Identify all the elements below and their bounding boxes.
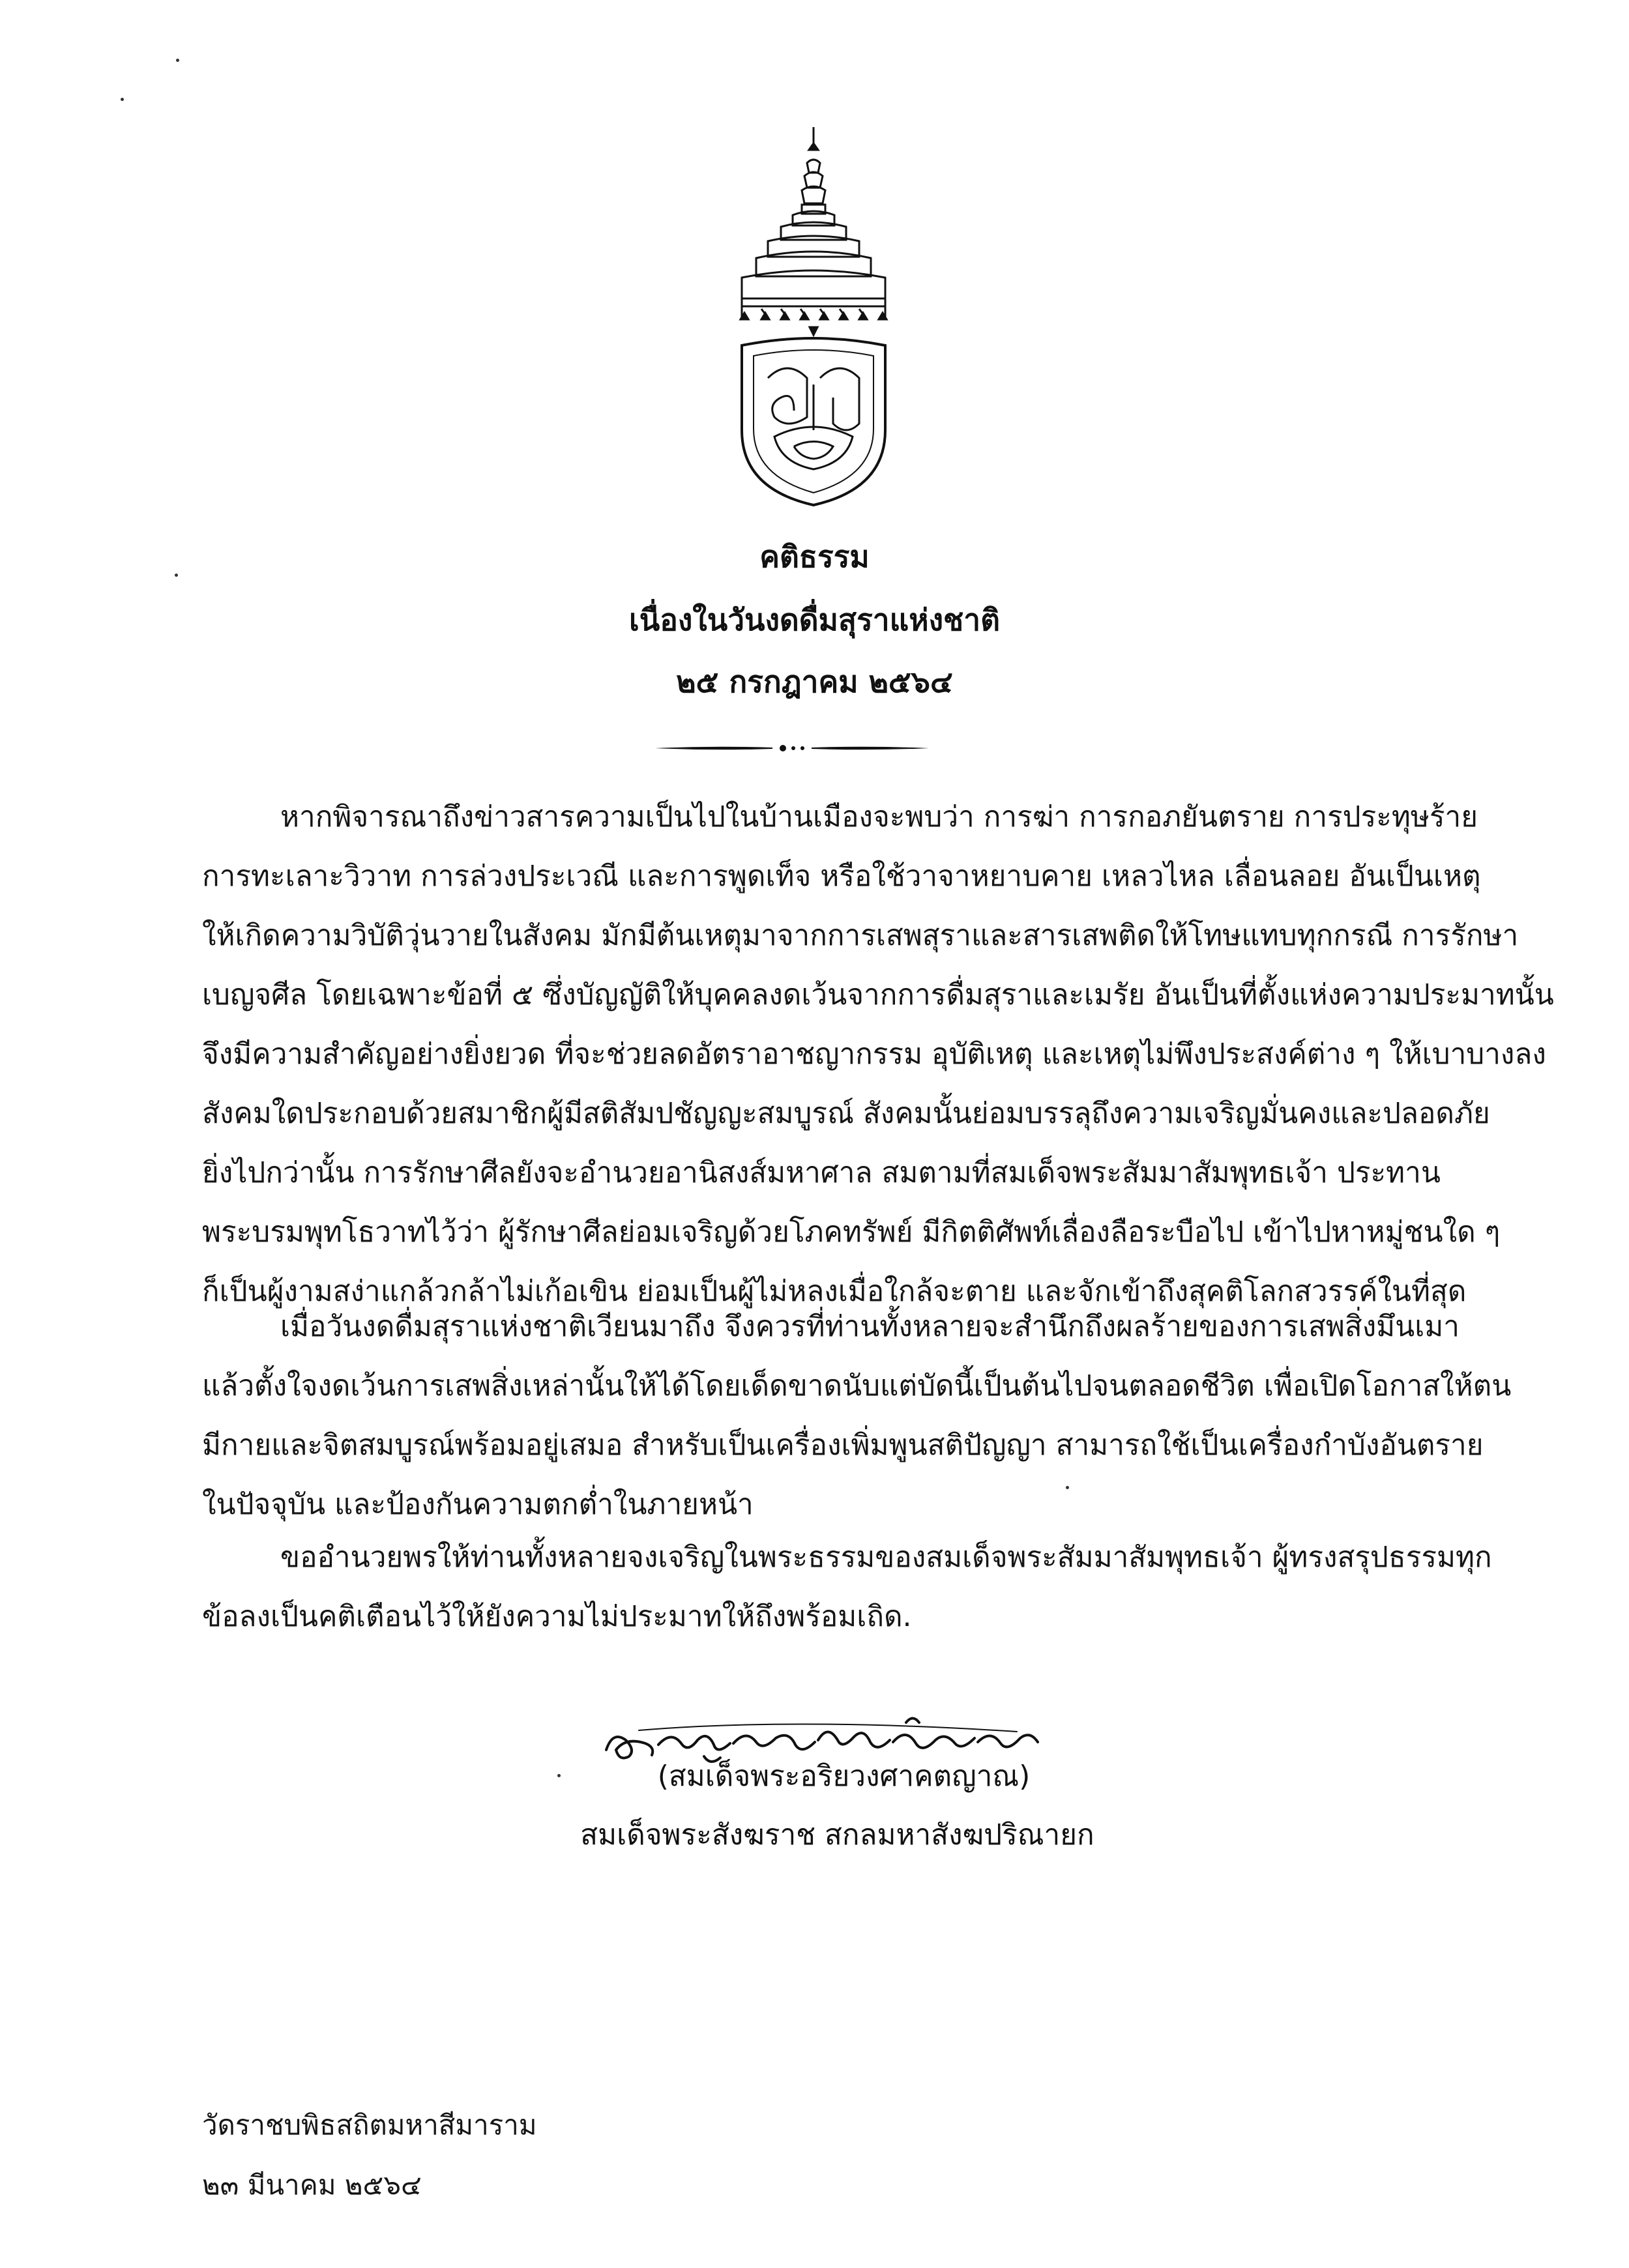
paragraph-line: พระบรมพุทโธวาทไว้ว่า ผู้รักษาศีลย่อมเจริญด้วยโภคทรัพย์ มีกิตติศัพท์เลื่องลือระบือไป เข้าไปหาหมู่ชนใด ๆ	[202, 1215, 1501, 1249]
paragraph-line: เบญจศีล โดยเฉพาะข้อที่ ๕ ซึ่งบัญญัติให้บุคคลงดเว้นจากการดื่มสุราและเมรัย อันเป็นที่ตั้งแห่งความประมาทนั้น	[202, 978, 1554, 1011]
paragraph-3	[202, 1528, 1492, 1646]
scan-speck	[121, 98, 124, 101]
paragraph-1	[202, 787, 1554, 1321]
footer-place: วัดราชบพิธสถิตมหาสีมาราม	[202, 2109, 537, 2141]
paragraph-line: จึงมีความสำคัญอย่างยิ่งยวด ที่จะช่วยลดอัตราอาชญากรรม อุบัติเหตุ และเหตุไม่พึงประสงค์ต่าง ๆ ให้เบาบางลง	[202, 1038, 1546, 1071]
document-subtitle: เนื่องในวันงดดื่มสุราแห่งชาติ	[629, 602, 1000, 637]
paragraph-2	[202, 1297, 1512, 1534]
paragraph-line: มีกายและจิตสมบูรณ์พร้อมอยู่เสมอ สำหรับเป็นเครื่องเพิ่มพูนสติปัญญา สามารถใช้เป็นเครื่องกำบังอันตราย	[202, 1429, 1484, 1462]
paragraph-line: ก็เป็นผู้งามสง่าแกล้วกล้าไม่เก้อเขิน ย่อมเป็นผู้ไม่หลงเมื่อใกล้จะตาย และจักเข้าถึงสุคติโลกสวรรค์ในที่สุด	[202, 1275, 1467, 1308]
paragraph-line: ยิ่งไปกว่านั้น การรักษาศีลยังจะอำนวยอานิสงส์มหาศาล สมตามที่สมเด็จพระสัมมาสัมพุทธเจ้า ประทาน	[202, 1156, 1441, 1189]
ornamental-divider	[655, 742, 929, 755]
document-date: ๒๕ กรกฎาคม ๒๕๖๔	[676, 664, 953, 699]
paragraph-line: การทะเลาะวิวาท การล่วงประเวณี และการพูดเท็จ หรือใช้วาจาหยาบคาย เหลวไหล เลื่อนลอย อันเป็นเหตุ	[202, 860, 1481, 893]
footer-date: ๒๓ มีนาคม ๒๕๖๔	[202, 2169, 422, 2201]
paragraph-line: ข้อลงเป็นคติเตือนไว้ให้ยังความไม่ประมาทให้ถึงพร้อมเถิด.	[202, 1600, 912, 1633]
paragraph-line: แล้วตั้งใจงดเว้นการเสพสิ่งเหล่านั้นให้ได้โดยเด็ดขาดนับแต่บัดนี้เป็นต้นไปจนตลอดชีวิต เพื่อเปิดโอกาสให้ตน	[202, 1369, 1512, 1403]
scan-speck	[557, 1774, 561, 1777]
scan-speck	[176, 59, 179, 62]
paragraph-line: หากพิจารณาถึงข่าวสารความเป็นไปในบ้านเมืองจะพบว่า การฆ่า การกอภยันตราย การประทุษร้าย	[280, 800, 1478, 834]
document-title: คติธรรม	[759, 539, 870, 574]
paragraph-line: เมื่อวันงดดื่มสุราแห่งชาติเวียนมาถึง จึงควรที่ท่านทั้งหลายจะสำนึกถึงผลร้ายของการเสพสิ่งมึนเมา	[280, 1310, 1460, 1343]
paragraph-line: ให้เกิดความวิบัติวุ่นวายในสังคม มักมีต้นเหตุมาจากการเสพสุราและสารเสพติดให้โทษแทบทุกกรณี การรักษา	[202, 919, 1519, 952]
paragraph-line: สังคมใดประกอบด้วยสมาชิกผู้มีสติสัมปชัญญะสมบูรณ์ สังคมนั้นย่อมบรรลุถึงความเจริญมั่นคงและปลอดภัย	[202, 1097, 1490, 1130]
paragraph-line: ขออำนวยพรให้ท่านทั้งหลายจงเจริญในพระธรรมของสมเด็จพระสัมมาสัมพุทธเจ้า ผู้ทรงสรุปธรรมทุก	[280, 1541, 1492, 1574]
scan-speck	[175, 574, 178, 577]
signatory-title: สมเด็จพระสังฆราช สกลมหาสังฆปริณายก	[580, 1818, 1094, 1852]
scan-speck	[1066, 1486, 1069, 1489]
paragraph-line: ในปัจจุบัน และป้องกันความตกต่ำในภายหน้า	[202, 1488, 754, 1521]
signatory-name: (สมเด็จพระอริยวงศาคตญาณ)	[657, 1760, 1031, 1793]
royal-emblem-icon	[716, 124, 911, 508]
